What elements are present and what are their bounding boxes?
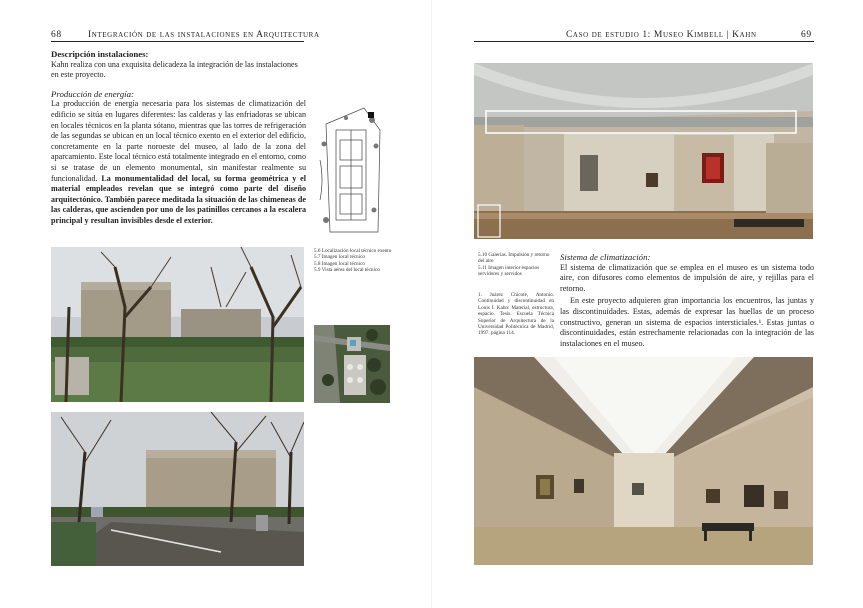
left-running-title: Integración de las instalaciones en Arquitectura (88, 30, 320, 40)
aerial-view-photo (314, 325, 390, 403)
intro-paragraph: Kahn realiza con una exquisita delicadeza la integración de las instalaciones en este proyecto. (51, 59, 298, 80)
energy-subtitle: Producción de energía: (51, 88, 134, 99)
gallery-diffusers-photo (474, 63, 813, 239)
caption-5-8: 5.8 Imagen local técnico (314, 260, 365, 267)
caption-5-7: 5.7 Imagen local técnico (314, 254, 365, 261)
climatization-paragraph-2: En este proyecto adquieren gran importancia los encuentros, las juntas y las discontinuidades. Estas, además de expresar las huellas de un proceso constructivo, generan un sistema de espacios intersticiales.¹. Estas juntas o discontinuidades, están estrechamente relacionadas con la integración de las instalaciones en el museo. (560, 296, 814, 348)
caption-5-9: 5.9 Vista aérea del local técnico (314, 267, 380, 274)
footnote-1: 1. Juárez Chicote, Antonio. Continuidad y discontinuidad en Louis I. Kahn: Material, estructura, espacio. Tesis. Escuela Técnica Superior de Arquitectura de la Universidad Politécnica de Madrid, 1997. página 114. (478, 292, 554, 337)
right-page-number: 69 (801, 30, 812, 40)
technical-building-photo-1 (51, 247, 304, 402)
caption-5-6: 5.6 Localización local técnico exento (314, 248, 392, 254)
energy-paragraph (51, 99, 306, 226)
left-page (0, 0, 431, 608)
right-page (432, 0, 863, 608)
section-title: Descripción instalaciones: (51, 49, 149, 59)
right-caption-list (478, 252, 553, 278)
caption-5-10: 5.10 Galerías. Impulsión y retorno del aire. (478, 252, 550, 265)
climatization-subtitle: Sistema de climatización: (560, 252, 651, 262)
right-header-rule (474, 41, 814, 42)
energy-paragraph-regular: La producción de energía necesaria para los sistemas de climatización del edificio se sitúa en lugares diferentes: las calderas y las enfriadoras se ubican en locales técnicos en la planta sótano, mientras que las torres de refrigeración de las segundas se ubican en un local técnico exento en el exterior del edificio, concretamente en la parte noroeste del museo, al lado de la zona del aparcamiento. Este local técnico está totalmente integrado en el entorno, como si se tratase de un elemento monumental, sin manifestar realmente su funcionalidad. (51, 99, 306, 183)
technical-building-photo-2 (51, 412, 304, 566)
site-plan-drawing (316, 100, 390, 240)
energy-paragraph-bold: La monumentalidad del local, su forma geométrica y el material empleados revelan que se integró como parte del diseño arquitectónico. También parece meditada la situación de las chimeneas de las calderas, que ascienden por uno de los patinillos cercanos a la escalera principal y resultan invisibles desde el exterior. (51, 173, 306, 225)
left-caption-list (314, 248, 394, 274)
caption-5-11: 5.11 Imagen interior espacios servidores y servidos (478, 264, 540, 278)
gallery-interior-photo (474, 357, 813, 565)
left-header-rule (51, 41, 304, 42)
right-running-title: Caso de estudio 1: Museo Kimbell | Kahn (566, 30, 757, 40)
right-body-text (560, 252, 814, 349)
climatization-paragraph-1: El sistema de climatización que se emplea en el museo es un sistema todo aire, con difusores como elementos de impulsión de aire, y rejillas para el retorno. (560, 262, 814, 293)
left-body-text (51, 49, 306, 227)
left-page-number: 68 (51, 30, 62, 40)
